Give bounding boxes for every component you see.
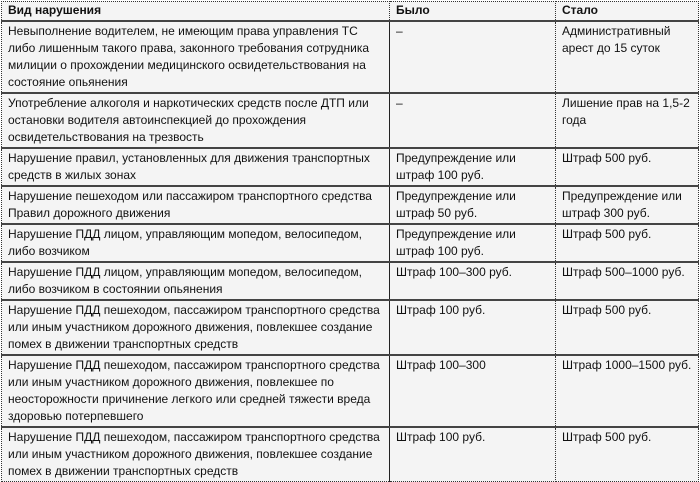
cell-before: Штраф 100–300 руб. — [390, 262, 556, 300]
header-after: Стало — [556, 2, 699, 22]
cell-after: Штраф 500 руб. — [556, 224, 699, 262]
table-row — [2, 93, 699, 148]
table-row — [2, 186, 699, 224]
cell-violation: Нарушение ПДД лицом, управляющим мопедом, велосипедом, либо возчиком — [2, 224, 390, 262]
violations-table — [1, 1, 699, 482]
table-row — [2, 148, 699, 186]
cell-violation: Нарушение ПДД пешеходом, пассажиром транспортного средства или иным участником дорожного движения, повлекшее по неосторожности причинение легкого или средней тяжести вреда здоровью потерпевшего — [2, 355, 390, 427]
cell-violation: Нарушение ПДД лицом, управляющим мопедом, велосипедом, либо возчиком в состоянии опьянения — [2, 262, 390, 300]
table-row — [2, 427, 699, 482]
cell-before: Предупреждение или штраф 100 руб. — [390, 148, 556, 186]
cell-before: Предупреждение или штраф 50 руб. — [390, 186, 556, 224]
cell-before: Штраф 100 руб. — [390, 427, 556, 482]
cell-before: Штраф 100–300 — [390, 355, 556, 427]
cell-before: – — [390, 21, 556, 93]
table-row — [2, 224, 699, 262]
cell-violation: Нарушение ПДД пешеходом, пассажиром транспортного средства или иным участником дорожного движения, повлекшее создание помех в движении транспортных средств — [2, 300, 390, 355]
cell-violation: Невыполнение водителем, не имеющим права управления ТС либо лишенным такого права, законного требования сотрудника милиции о прохождении медицинского освидетельствования на состояние опьянения — [2, 21, 390, 93]
cell-after: Штраф 1000–1500 руб. — [556, 355, 699, 427]
table-row — [2, 355, 699, 427]
cell-after: Штраф 500 руб. — [556, 148, 699, 186]
cell-violation: Нарушение правил, установленных для движения транспортных средств в жилых зонах — [2, 148, 390, 186]
cell-violation: Употребление алкоголя и наркотических средств после ДТП или остановки водителя автоинспекцией до прохождения освидетельствования на трезвость — [2, 93, 390, 148]
table-row — [2, 21, 699, 93]
cell-after: Лишение прав на 1,5-2 года — [556, 93, 699, 148]
cell-before: – — [390, 93, 556, 148]
cell-before: Предупреждение или штраф 100 руб. — [390, 224, 556, 262]
header-before: Было — [390, 2, 556, 22]
table-header-row — [2, 2, 699, 22]
table-row — [2, 262, 699, 300]
cell-after: Штраф 500 руб. — [556, 427, 699, 482]
cell-after: Штраф 500–1000 руб. — [556, 262, 699, 300]
header-violation: Вид нарушения — [2, 2, 390, 22]
cell-after: Штраф 500 руб. — [556, 300, 699, 355]
table-row — [2, 300, 699, 355]
cell-after: Предупреждение или штраф 300 руб. — [556, 186, 699, 224]
cell-after: Административный арест до 15 суток — [556, 21, 699, 93]
cell-violation: Нарушение пешеходом или пассажиром транспортного средства Правил дорожного движения — [2, 186, 390, 224]
cell-violation: Нарушение ПДД пешеходом, пассажиром транспортного средства или иным участником дорожного движения, повлекшее создание помех в движении транспортных средств — [2, 427, 390, 482]
cell-before: Штраф 100 руб. — [390, 300, 556, 355]
